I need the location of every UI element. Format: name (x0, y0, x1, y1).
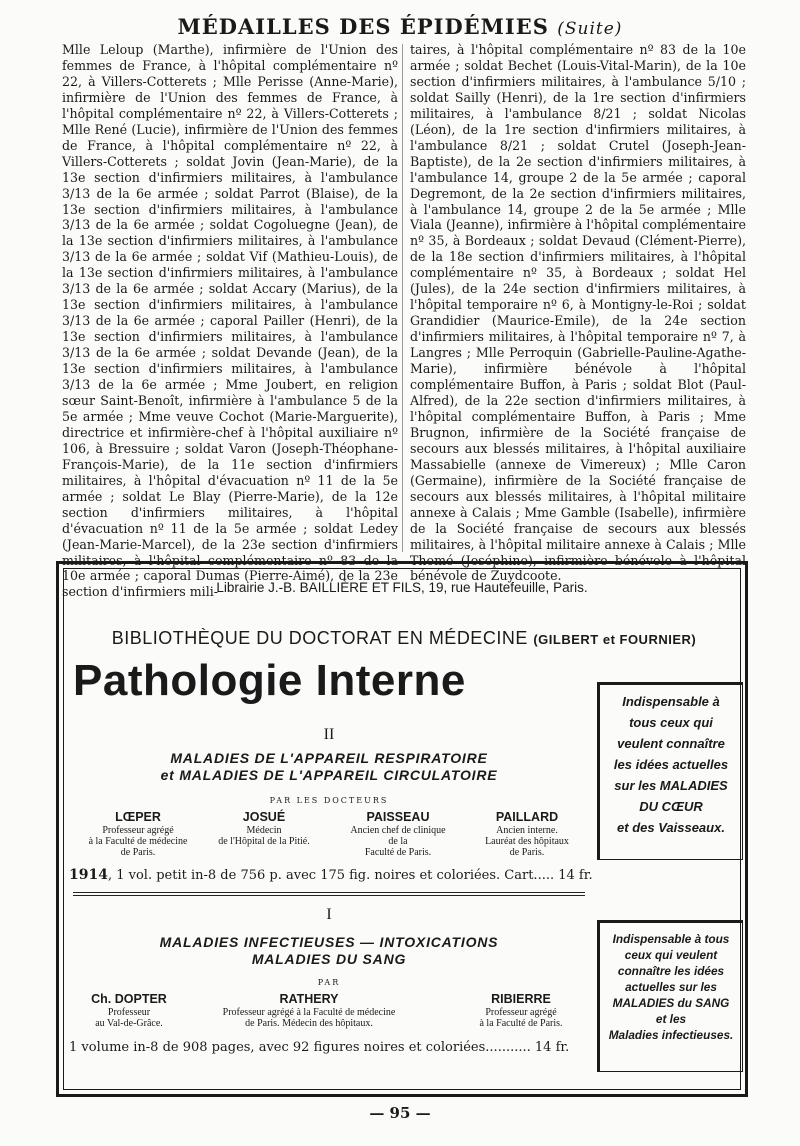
volume-i-subtitle (73, 934, 585, 968)
author-name: LŒPER (115, 810, 161, 824)
author-block (73, 992, 185, 1029)
author-detail: de Paris. (509, 847, 545, 858)
callout-line: actuelles sur les (625, 980, 717, 994)
callout-line: DU CŒUR (639, 799, 703, 814)
author-name: RIBIERRE (491, 992, 551, 1006)
page-header (0, 14, 800, 39)
advertisement (56, 561, 748, 1097)
volume-price: 14 fr. (558, 868, 593, 883)
column-divider (402, 44, 403, 552)
volume-number: I (326, 906, 332, 923)
author-detail: Médecin (246, 825, 282, 836)
volume-ii-price-line (69, 867, 593, 883)
callout-line: connaître les idées (617, 964, 725, 978)
callout-line: ceux qui veulent (624, 948, 718, 962)
column-left (62, 42, 398, 600)
callout-line: les idées actuelles (613, 757, 729, 772)
series-authors: (GILBERT et FOURNIER) (533, 632, 697, 647)
subtitle-line: et MALADIES DE L'APPAREIL CIRCULATOIRE (160, 767, 498, 783)
volume-ii-par: PAR LES DOCTEURS (269, 796, 389, 805)
author-detail: Professeur agrégé à la Faculté de médecine (222, 1007, 396, 1018)
series-name: BIBLIOTHÈQUE DU DOCTORAT EN MÉDECINE (111, 628, 528, 648)
section-separator (73, 895, 585, 896)
author-block (467, 810, 587, 858)
volume-i-par: PAR (317, 978, 341, 987)
callout-box-infectious (597, 920, 743, 1072)
author-detail: à la Faculté de médecine (88, 836, 188, 847)
volume-i-number (73, 906, 585, 924)
callout-line: Maladies infectieuses. (608, 1028, 734, 1042)
callout-line: et des Vaisseaux. (617, 820, 725, 835)
volume-year: 1914 (69, 867, 108, 883)
subtitle-line: MALADIES DU SANG (251, 951, 407, 967)
column-left-text: Mlle Leloup (Marthe), infirmière de l'Union des femmes de France, à l'hôpital complémentaire nº 22, à Villers-Cotterets ; Mlle Perisse (Anne-Marie), infirmière de l'Union des femmes de France, à l'hôpital complémentaire nº 22, à Villers-Cotterets ; Mlle René (Lucie), infirmière de l'Union des femmes de France, à l'hôpital complémentaire nº 22, à Villers-Cotterets ; soldat Jovin (Jean-Marie), de la 13e section d'infirmiers militaires, à l'ambulance 3/13 de la 6e armée ; soldat Parrot (Blaise), de la 13e section d'infirmiers militaires, à l'ambulance 3/13 de la 6e armée ; soldat Cogoluegne (Jean), de la 13e section d'infirmiers militaires, à l'ambulance 3/13 de la 6e armée ; soldat Vif (Mathieu-Louis), de la 13e section d'infirmiers militaires, à l'ambulance 3/13 de la 6e armée ; soldat Accary (Marius), de la 13e section d'infirmiers militaires, à l'ambulance 3/13 de la 6e armée ; caporal Pailler (Henri), de la 13e section d'infirmiers militaires, à l'ambulance 3/13 de la 6e armée ; soldat Devande (Jean), de la 13e section d'infirmiers militaires, à l'ambulance 3/13 de la 6e armée ; Mme Joubert, en religion sœur Saint-Benoît, infirmière à l'ambulance 5 de la 5e armée ; Mme veuve Cochot (Marie-Marguerite), directrice et infirmière-chef à l'hôpital auxiliaire nº 106, à Bressuire ; soldat Varon (Joseph-Théophane-François-Marie), de la 11e section d'infirmiers militaires, à l'hôpital d'évacuation nº 11 de la 5e armée ; soldat Le Blay (Pierre-Marie), de la 12e section d'infirmiers militaires, à l'hôpital d'évacuation nº 11 de la 5e armée ; soldat Ledey (Jean-Marie-Marcel), de la 23e section d'infirmiers militaires, à l'hôpital complémentaire nº 83 de la 10e armée ; caporal Dumas (Pierre-Aimé), de la 23e section d'infirmiers mili- (62, 42, 398, 600)
author-name: PAISSEAU (366, 810, 430, 824)
page-number: — 95 — (369, 1104, 431, 1122)
author-block (191, 992, 427, 1029)
section-separator (73, 892, 585, 893)
author-detail: Ancien interne. (496, 825, 558, 836)
series-title (69, 628, 739, 649)
author-detail: Professeur agrégé (485, 1007, 557, 1018)
callout-line: tous ceux qui (629, 715, 713, 730)
author-block (335, 810, 461, 858)
subtitle-line: MALADIES INFECTIEUSES — INTOXICATIONS (159, 934, 499, 950)
author-block (453, 992, 589, 1029)
callout-box-heart (597, 682, 743, 860)
volume-price: 14 fr. (534, 1040, 570, 1055)
author-detail: Professeur (107, 1007, 151, 1018)
author-detail: de Paris. (120, 847, 156, 858)
callout-line: MALADIES du SANG (612, 996, 730, 1010)
book-title: Pathologie Interne (73, 656, 466, 705)
author-detail: de Paris. Médecin des hôpitaux. (245, 1018, 373, 1029)
author-block (199, 810, 329, 847)
callout-line: veulent connaître (617, 736, 725, 751)
volume-number: II (323, 726, 335, 743)
volume-i-price-line (69, 1040, 589, 1055)
author-detail: de la (388, 836, 408, 847)
column-right (410, 42, 746, 584)
author-detail: Faculté de Paris. (364, 847, 432, 858)
header-suite: (Suite) (557, 19, 623, 39)
volume-ii-subtitle (73, 750, 585, 784)
publisher-line: Librairie J.-B. BAILLIÈRE ET FILS, 19, rue Hautefeuille, Paris. (216, 580, 588, 595)
volume-ii-number (73, 726, 585, 744)
author-block (73, 810, 203, 858)
author-detail: Ancien chef de clinique (350, 825, 446, 836)
author-name: RATHERY (279, 992, 339, 1006)
subtitle-line: MALADIES DE L'APPAREIL RESPIRATOIRE (170, 750, 488, 766)
volume-description: 1 volume in-8 de 908 pages, avec 92 figures noires et coloriées........... (69, 1040, 531, 1055)
author-detail: à la Faculté de Paris. (479, 1018, 563, 1029)
callout-line: sur les MALADIES (614, 778, 728, 793)
volume-description: , 1 vol. petit in-8 de 756 p. avec 175 fig. noires et coloriées. Cart..... (107, 868, 555, 883)
author-detail: au Val-de-Grâce. (95, 1018, 163, 1029)
author-name: JOSUÉ (242, 810, 286, 824)
callout-line: Indispensable à (622, 694, 720, 709)
author-detail: Professeur agrégé (102, 825, 174, 836)
header-title: MÉDAILLES DES ÉPIDÉMIES (177, 14, 549, 39)
author-name: PAILLARD (495, 810, 559, 824)
callout-line: et les (655, 1012, 687, 1026)
column-right-text: taires, à l'hôpital complémentaire nº 83 de la 10e armée ; soldat Bechet (Louis-Vital-Marin), de la 10e section d'infirmiers militaires, à l'ambulance 5/10 ; soldat Sailly (Henri), de la 1re section d'infirmiers militaires, à l'ambulance 8/21 ; soldat Nicolas (Léon), de la 1re section d'infirmiers militaires, à l'ambulance 8/21 ; soldat Crutel (Joseph-Jean-Baptiste), de la 2e section d'infirmiers militaires, à l'ambulance 14, groupe 2 de la 5e armée ; caporal Degremont, de la 2e section d'infirmiers militaires, à l'ambulance 14, groupe 2 de la 5e armée ; Mlle Viala (Jeanne), infirmière à l'hôpital complémentaire nº 35, à Bordeaux ; soldat Devaud (Clément-Pierre), de la 18e section d'infirmiers militaires, à l'hôpital complémentaire nº 35, à Bordeaux ; soldat Hel (Jules), de la 24e section d'infirmiers militaires, à l'hôpital temporaire nº 6, à Montigny-le-Roi ; soldat Grandidier (Maurice-Emile), de la 24e section d'infirmiers militaires, à l'hôpital temporaire nº 7, à Langres ; Mlle Perroquin (Gabrielle-Pauline-Agathe-Marie), infirmière bénévole à l'hôpital complémentaire Buffon, à Paris ; soldat Blot (Paul-Alfred), de la 22e section d'infirmiers militaires, à l'hôpital complémentaire Buffon, à Paris ; Mme Brugnon, infirmière de la Société française de secours aux blessés militaires, à l'hôpital auxiliaire Massabielle (annexe de Vimereux) ; Mlle Caron (Germaine), infirmière de la Société française de secours aux blessés militaires, à l'hôpital militaire annexe à Calais ; Mme Gamble (Isabelle), infirmière de la Société française de secours aux blessés militaires, à l'hôpital militaire annexe à Calais ; Mlle Thomé (Joséphine), infirmière bénévole à l'hôpital bénévole de Zuydcoote. (410, 42, 747, 584)
author-detail: de l'Hôpital de la Pitié. (218, 836, 310, 847)
author-name: Ch. DOPTER (91, 992, 167, 1006)
callout-line: Indispensable à tous (612, 932, 730, 946)
author-detail: Lauréat des hôpitaux (485, 836, 569, 847)
